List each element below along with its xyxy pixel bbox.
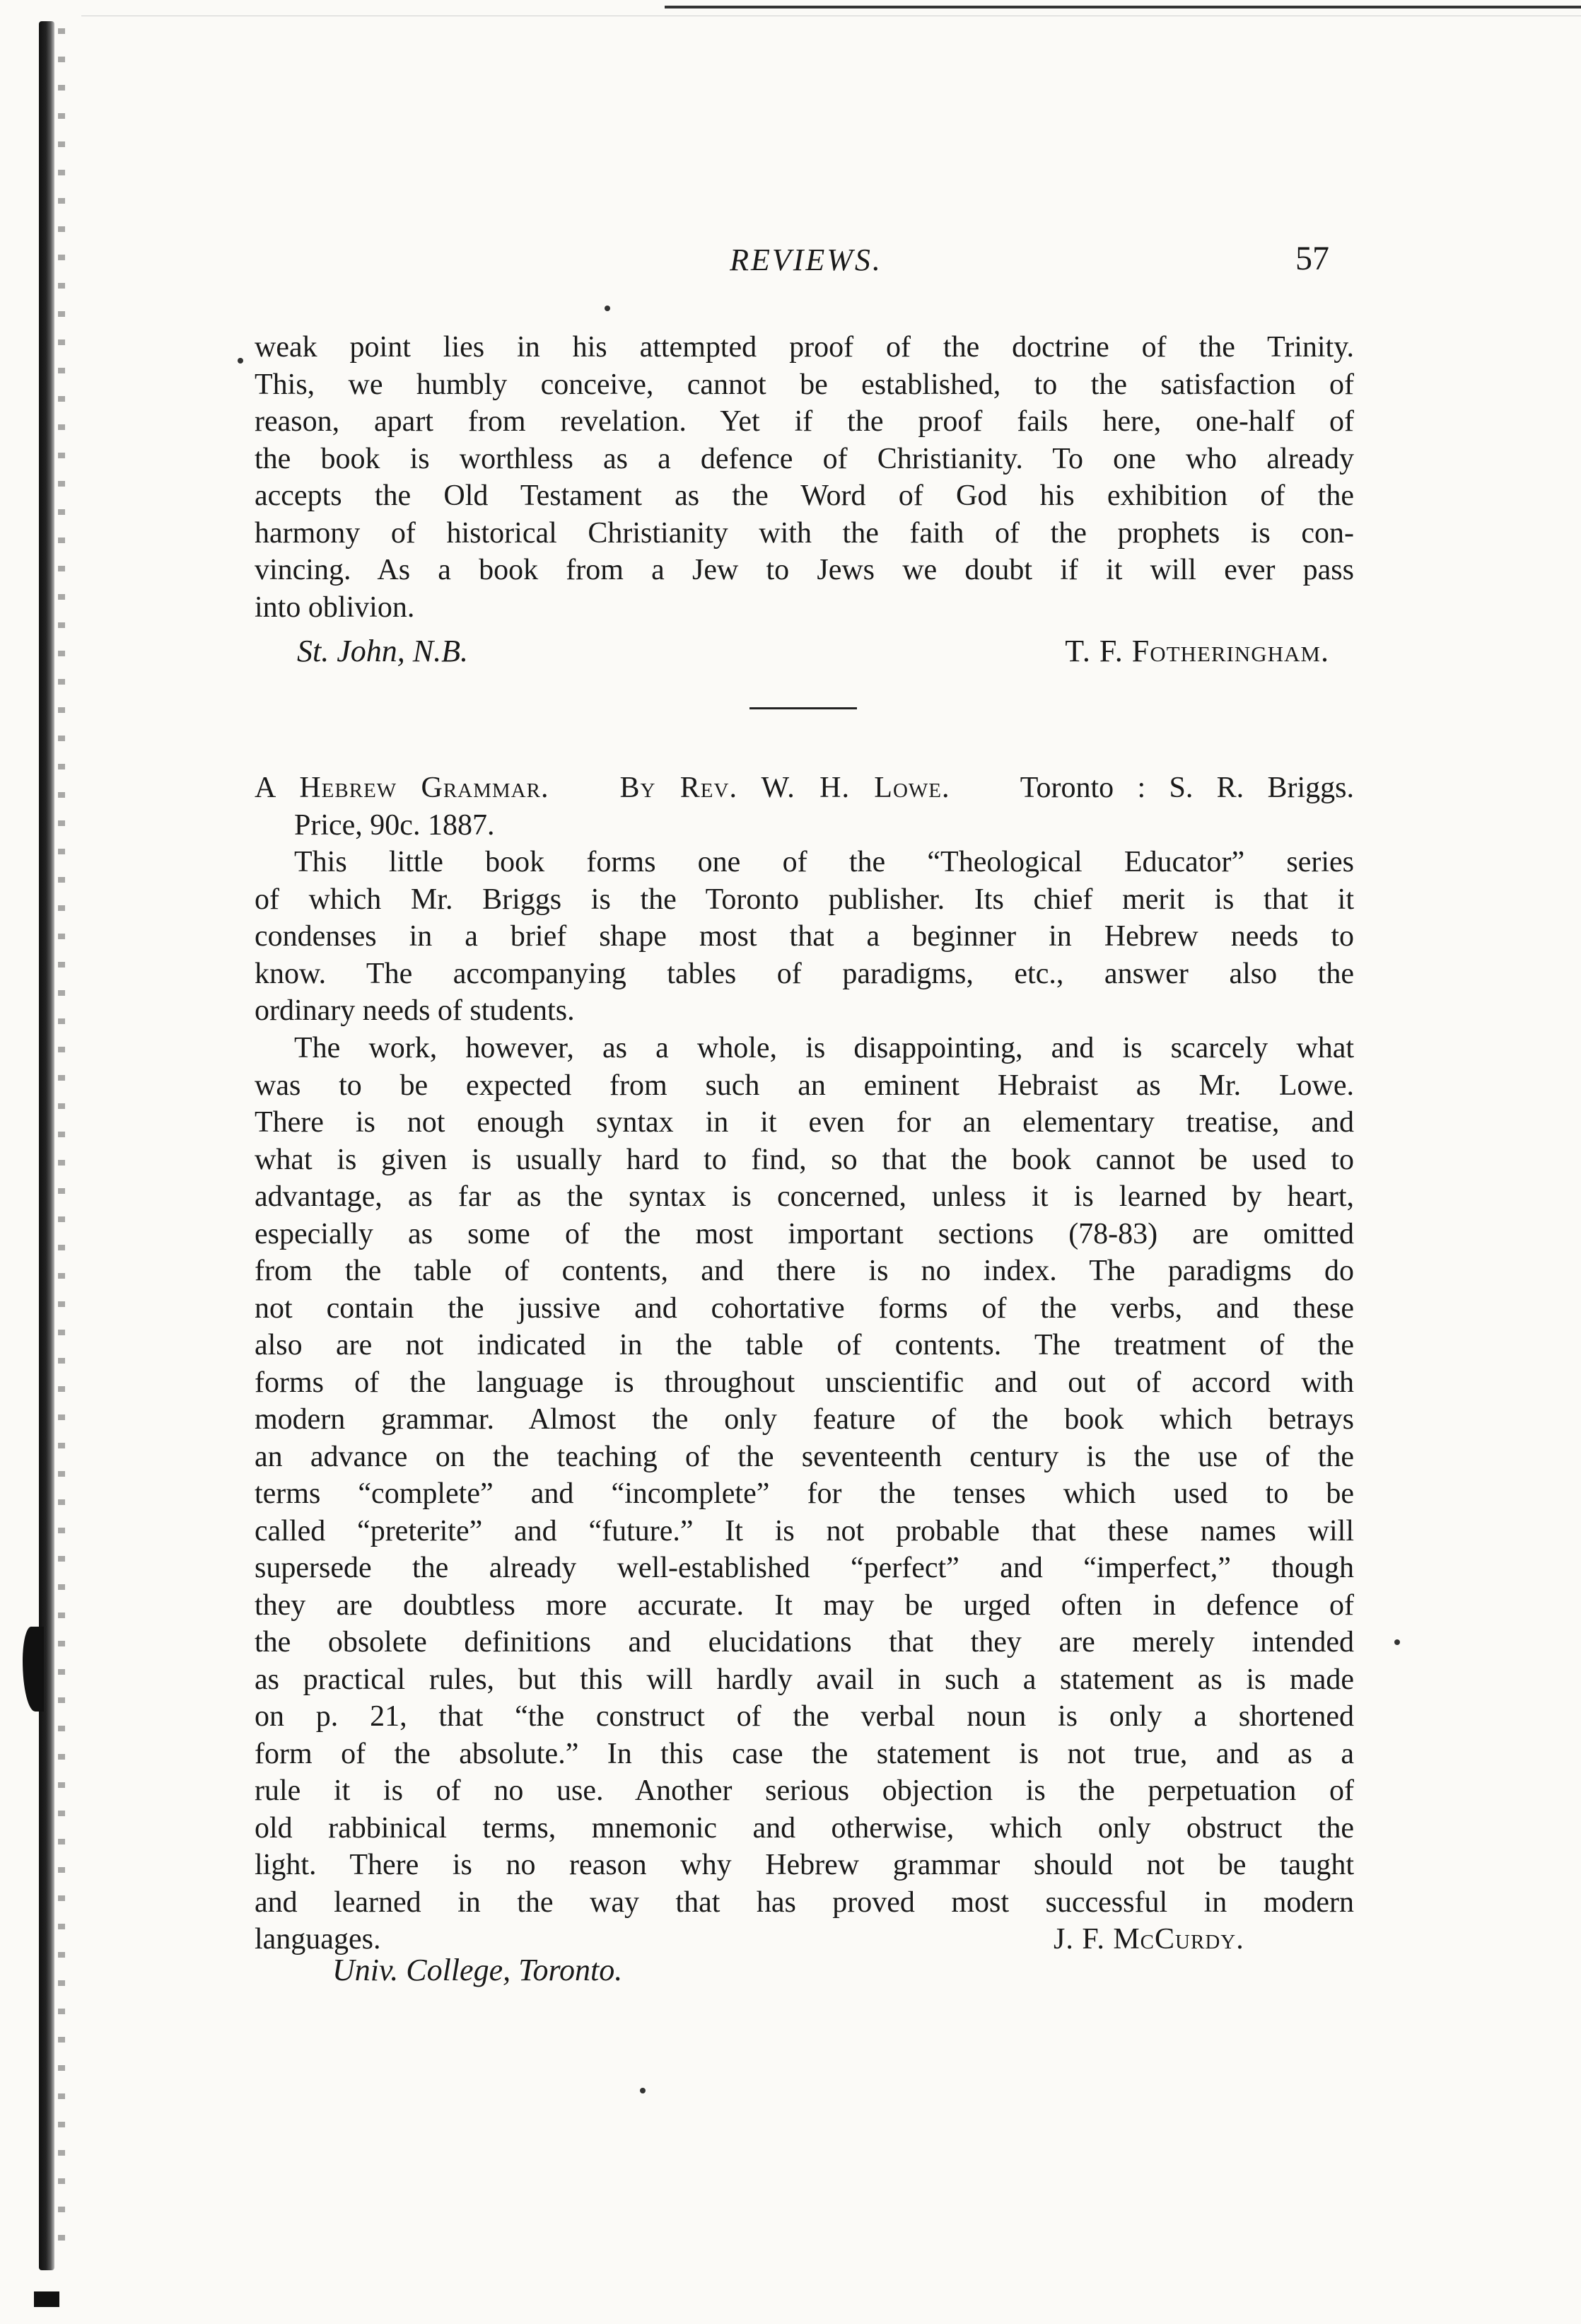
heading-line — [255, 769, 1354, 807]
text-line: weak point lies in his attempted proof of the doctrine of the Trinity. — [255, 331, 1354, 364]
reviewer-affiliation: Univ. College, Toronto. — [332, 1953, 623, 1987]
binding-edge-shadow — [39, 21, 54, 2270]
text-line: of which Mr. Briggs is the Toronto publisher. Its chief merit is that it — [255, 883, 1354, 916]
binding-edge-speckle — [58, 28, 65, 2263]
text-line: especially as some of the most important sections (78-83) are omitted — [255, 1217, 1354, 1250]
text-line: There is not enough syntax in it even for an elementary treatise, and — [255, 1106, 1354, 1139]
review2-heading — [255, 769, 1354, 844]
text-line: harmony of historical Christianity with the faith of the prophets is con- — [255, 516, 1354, 550]
text-line: light. There is no reason why Hebrew grammar should not be taught — [255, 1849, 1354, 1881]
review2-paragraph2 — [255, 1030, 1354, 1958]
text-line: the book is worthless as a defence of Christianity. To one who already — [255, 442, 1354, 475]
text-line: The work, however, as a whole, is disappointing, and is scarcely what — [294, 1032, 1354, 1064]
text-line: rule it is of no use. Another serious objection is the perpetuation of — [255, 1774, 1354, 1807]
text-line: from the table of contents, and there is no index. The paradigms do — [255, 1255, 1354, 1287]
text-line: not contain the jussive and cohortative forms of the verbs, and these — [255, 1291, 1354, 1325]
text-line: This, we humbly conceive, cannot be established, to the satisfaction of — [255, 368, 1354, 401]
text-line: into oblivion. — [255, 591, 415, 624]
page-number: 57 — [1295, 240, 1329, 277]
signature-place: St. John, N.B. — [297, 634, 468, 668]
running-title: REVIEWS. — [730, 243, 882, 277]
text-line: supersede the already well-established “perfect” and “imperfect,” though — [255, 1552, 1354, 1584]
stray-dot — [640, 2088, 646, 2093]
text-line: condenses in a brief shape most that a beginner in Hebrew needs to — [255, 920, 1354, 953]
text-line: the obsolete definitions and elucidations that they are merely intended — [255, 1626, 1354, 1658]
top-border-rule — [665, 6, 1581, 8]
text-line: they are doubtless more accurate. It may be urged often in defence of — [255, 1588, 1354, 1622]
text-line: vincing. As a book from a Jew to Jews we doubt if it will ever pass — [255, 554, 1354, 586]
section-separator — [749, 707, 857, 709]
book-publisher: Toronto : S. R. Briggs. — [1020, 772, 1355, 804]
text-line: know. The accompanying tables of paradigms, etc., answer also the — [255, 957, 1354, 990]
final-line-text: languages. — [255, 1923, 381, 1956]
text-line: called “preterite” and “future.” It is not probable that these names will — [255, 1514, 1354, 1547]
stray-dot — [1394, 1639, 1400, 1645]
text-line: This little book forms one of the “Theological Educator” series — [294, 846, 1354, 878]
text-line: and learned in the way that has proved most successful in modern — [255, 1886, 1354, 1919]
text-line: on p. 21, that “the construct of the verbal noun is only a shortened — [255, 1700, 1354, 1733]
text-line: an advance on the teaching of the seventeenth century is the use of the — [255, 1440, 1354, 1473]
book-price: Price, 90c. 1887. — [294, 808, 495, 842]
running-head — [255, 239, 1358, 289]
stray-dot — [605, 306, 610, 311]
text-line: reason, apart from revelation. Yet if the proof fails here, one-half of — [255, 405, 1354, 438]
signature-name: T. F. Fotheringham. — [1065, 634, 1329, 668]
stray-dot — [238, 358, 243, 364]
book-author: By Rev. W. H. Lowe. — [619, 772, 950, 804]
text-line: as practical rules, but this will hardly avail in such a statement as is made — [255, 1663, 1354, 1696]
review2-paragraph1 — [255, 844, 1354, 1030]
book-title: A Hebrew Grammar. — [255, 772, 549, 804]
text-line: old rabbinical terms, mnemonic and otherwise, which only obstruct the — [255, 1811, 1354, 1844]
text-line: advantage, as far as the syntax is concerned, unless it is learned by heart, — [255, 1180, 1354, 1213]
text-line: form of the absolute.” In this case the statement is not true, and as a — [255, 1737, 1354, 1770]
binding-ink-mark — [23, 1627, 44, 1712]
text-line: forms of the language is throughout unscientific and out of accord with — [255, 1366, 1354, 1399]
text-line: modern grammar. Almost the only feature of the book which betrays — [255, 1403, 1354, 1436]
text-line: accepts the Old Testament as the Word of God his exhibition of the — [255, 480, 1354, 512]
bottom-ink-mark — [34, 2291, 59, 2307]
text-line: terms “complete” and “incomplete” for the tenses which used to be — [255, 1477, 1354, 1510]
text-line: was to be expected from such an eminent Hebraist as Mr. Lowe. — [255, 1069, 1354, 1102]
text-line: what is given is usually hard to find, so that the book cannot be used to — [255, 1143, 1354, 1176]
review1-text — [255, 329, 1354, 626]
signature-name: J. F. McCurdy. — [1054, 1923, 1244, 1956]
review1-signature — [297, 633, 1329, 673]
text-line: also are not indicated in the table of contents. The treatment of the — [255, 1329, 1354, 1361]
text-line: ordinary needs of students. — [255, 994, 575, 1027]
